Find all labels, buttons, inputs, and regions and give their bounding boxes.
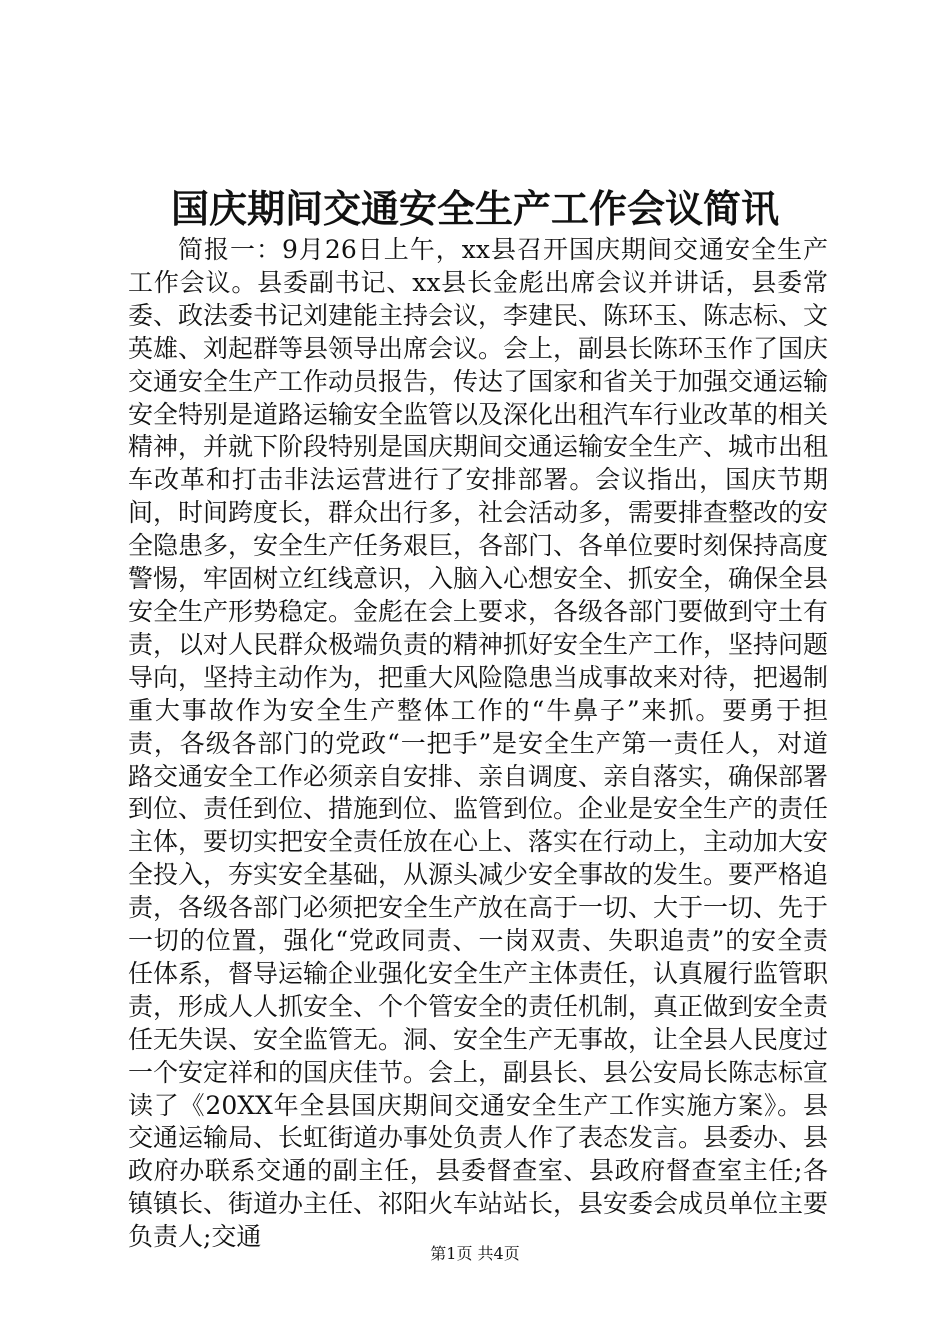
document-body-paragraph: 简报一：9月26日上午，xx县召开国庆期间交通安全生产工作会议。县委副书记、xx县长金彪出席会议并讲话，县委常委、政法委书记刘建能主持会议，李建民、陈环玉、陈志标、文英雄、刘起群等县领导出席会议。会上，副县长陈环玉作了国庆交通安全生产工作动员报告，传达了国家和省关于加强交通运输安全特别是道路运输安全监管以及深化出租汽车行业改革的相关精神，并就下阶段特别是国庆期间交通运输安全生产、城市出租车改革和打击非法运营进行了安排部署。会议指出，国庆节期间，时间跨度长，群众出行多，社会活动多，需要排查整改的安全隐患多，安全生产任务艰巨，各部门、各单位要时刻保持高度警惕，牢固树立红线意识，入脑入心想安全、抓安全，确保全县安全生产形势稳定。金彪在会上要求，各级各部门要做到守土有责，以对人民群众极端负责的精神抓好安全生产工作，坚持问题导向，坚持主动作为，把重大风险隐患当成事故来对待，把遏制重大事故作为安全生产整体工作的“牛鼻子”来抓。要勇于担责，各级各部门的党政“一把手”是安全生产第一责任人，对道路交通安全工作必须亲自安排、亲自调度、亲自落实，确保部署到位、责任到位、措施到位、监管到位。企业是安全生产的责任主体，要切实把安全责任放在心上、落实在行动上，主动加大安全投入，夯实安全基础，从源头减少安全事故的发生。要严格追责，各级各部门必须把安全生产放在高于一切、大于一切、先于一切的位置，强化“党政同责、一岗双责、失职追责”的安全责任体系，督导运输企业强化安全生产主体责任，认真履行监管职责，形成人人抓安全、个个管安全的责任机制，真正做到安全责任无失误、安全监管无。洞、安全生产无事故，让全县人民度过一个安定祥和的国庆佳节。会上，副县长、县公安局长陈志标宣读了《20XX年全县国庆期间交通安全生产工作实施方案》。县交通运输局、长虹街道办事处负责人作了表态发言。县委办、县政府办联系交通的副主任，县委督查室、县政府督查室主任;各镇镇长、街道办主任、祁阳火车站站长，县安委会成员单位主要负责人;交通 <box>128 235 829 1252</box>
page-number-footer: 第1页 共4页 <box>430 1244 520 1263</box>
document-title: 国庆期间交通安全生产工作会议简讯 <box>170 186 779 231</box>
